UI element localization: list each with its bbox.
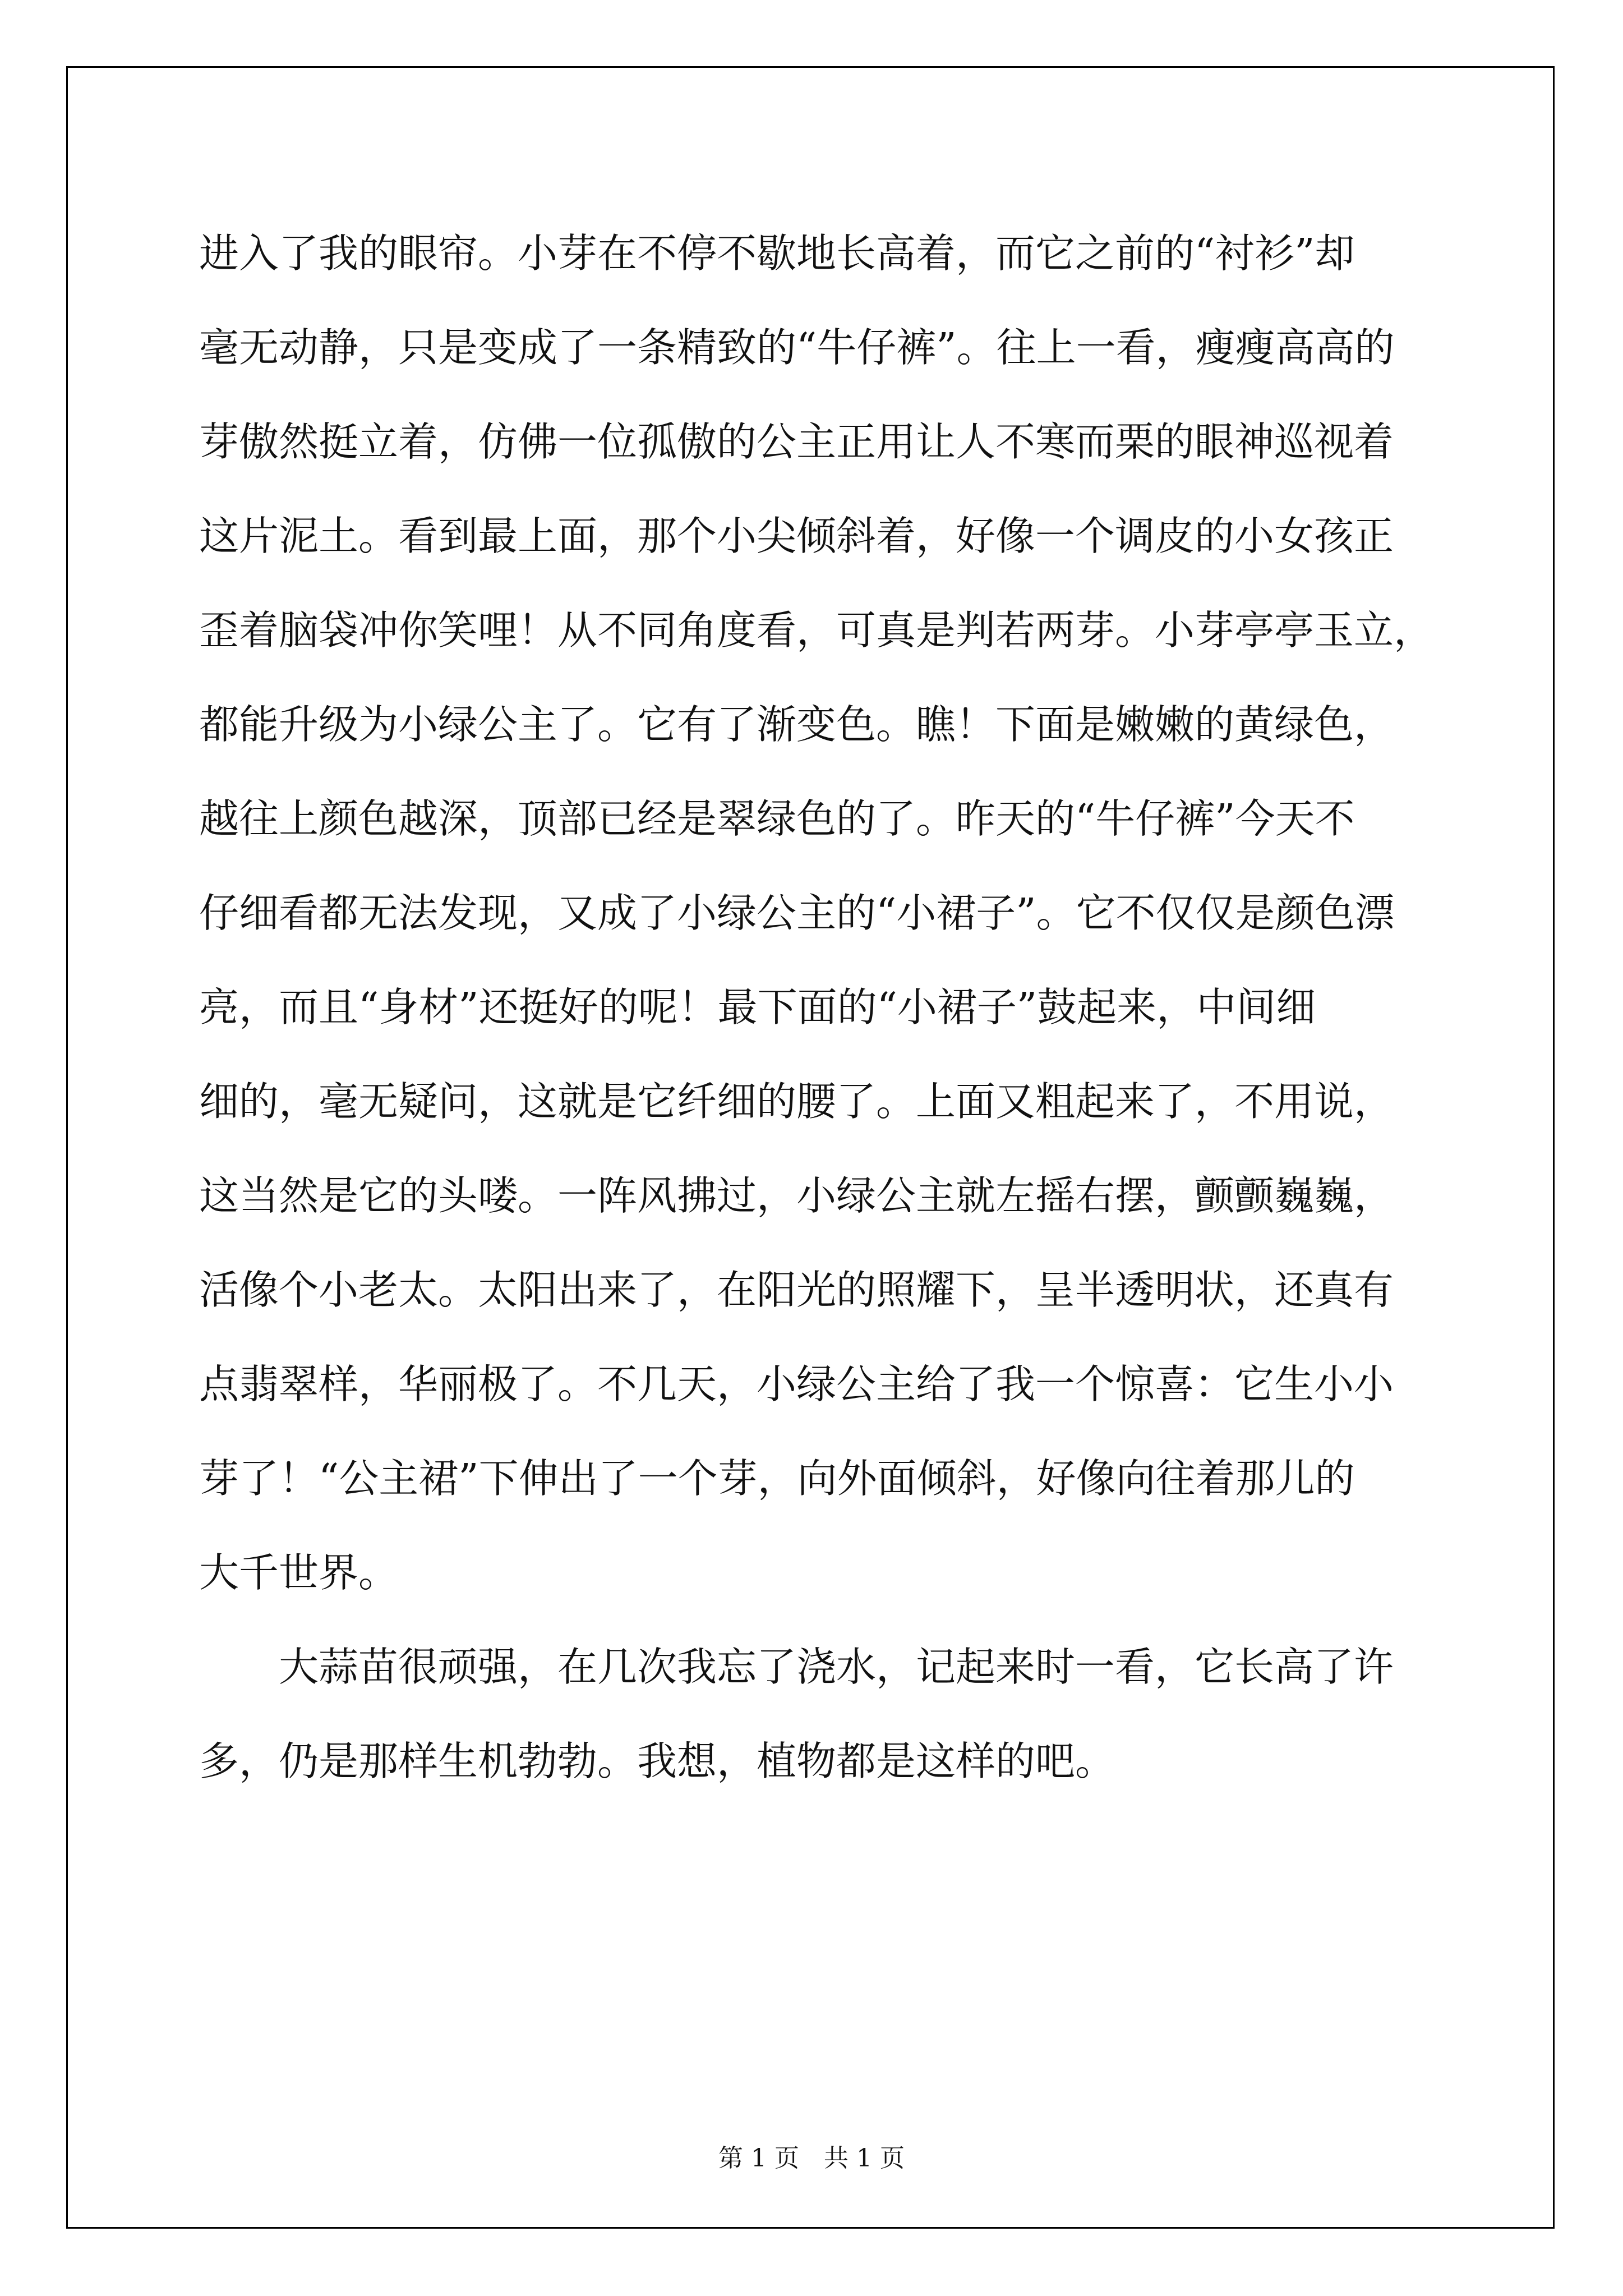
text-line: 仔细看都无法发现，又成了小绿公主的“小裙子”。它不仅仅是颜色漂 — [199, 890, 1395, 936]
text-line: 点翡翠样，华丽极了。不几天，小绿公主给了我一个惊喜：它生小小 — [199, 1361, 1394, 1407]
text-line: 都能升级为小绿公主了。它有了渐变色。瞧！下面是嫩嫩的黄绿色， — [199, 701, 1394, 748]
text-line: 细的，毫无疑问，这就是它纤细的腰了。上面又粗起来了，不用说， — [199, 1078, 1394, 1125]
document-body — [199, 206, 1438, 1809]
text-line: 多，仍是那样生机勃勃。我想，植物都是这样的吧。 — [199, 1738, 1115, 1784]
text-line: 毫无动静，只是变成了一条精致的“牛仔裤”。往上一看，瘦瘦高高的 — [199, 324, 1395, 371]
paragraph-first-line: 大蒜苗很顽强，在几次我忘了浇水，记起来时一看，它长高了许 — [199, 1644, 1394, 1690]
text-line: 歪着脑袋冲你笑哩！从不同角度看，可真是判若两芽。小芽亭亭玉立， — [199, 607, 1434, 654]
text-line: 活像个小老太。太阳出来了，在阳光的照耀下，呈半透明状，还真有 — [199, 1267, 1394, 1313]
text-line: 这当然是它的头喽。一阵风拂过，小绿公主就左摇右摆，颤颤巍巍， — [199, 1172, 1394, 1219]
text-line: 大千世界。 — [199, 1549, 399, 1596]
page-footer: 第 1 页 共 1 页 — [718, 2144, 905, 2173]
text-line: 亮，而且“身材”还挺好的呢！最下面的“小裙子”鼓起来，中间细 — [199, 984, 1316, 1030]
text-line: 芽傲然挺立着，仿佛一位孤傲的公主正用让人不寒而栗的眼神巡视着 — [199, 418, 1394, 465]
text-line: 这片泥土。看到最上面，那个小尖倾斜着，好像一个调皮的小女孩正 — [199, 513, 1394, 559]
text-line: 进入了我的眼帘。小芽在不停不歇地长高着，而它之前的“衬衫”却 — [199, 230, 1355, 277]
text-line: 芽了！“公主裙”下伸出了一个芽，向外面倾斜，好像向往着那儿的 — [199, 1455, 1355, 1502]
text-line: 越往上颜色越深，顶部已经是翠绿色的了。昨天的“牛仔裤”今天不 — [199, 795, 1355, 842]
